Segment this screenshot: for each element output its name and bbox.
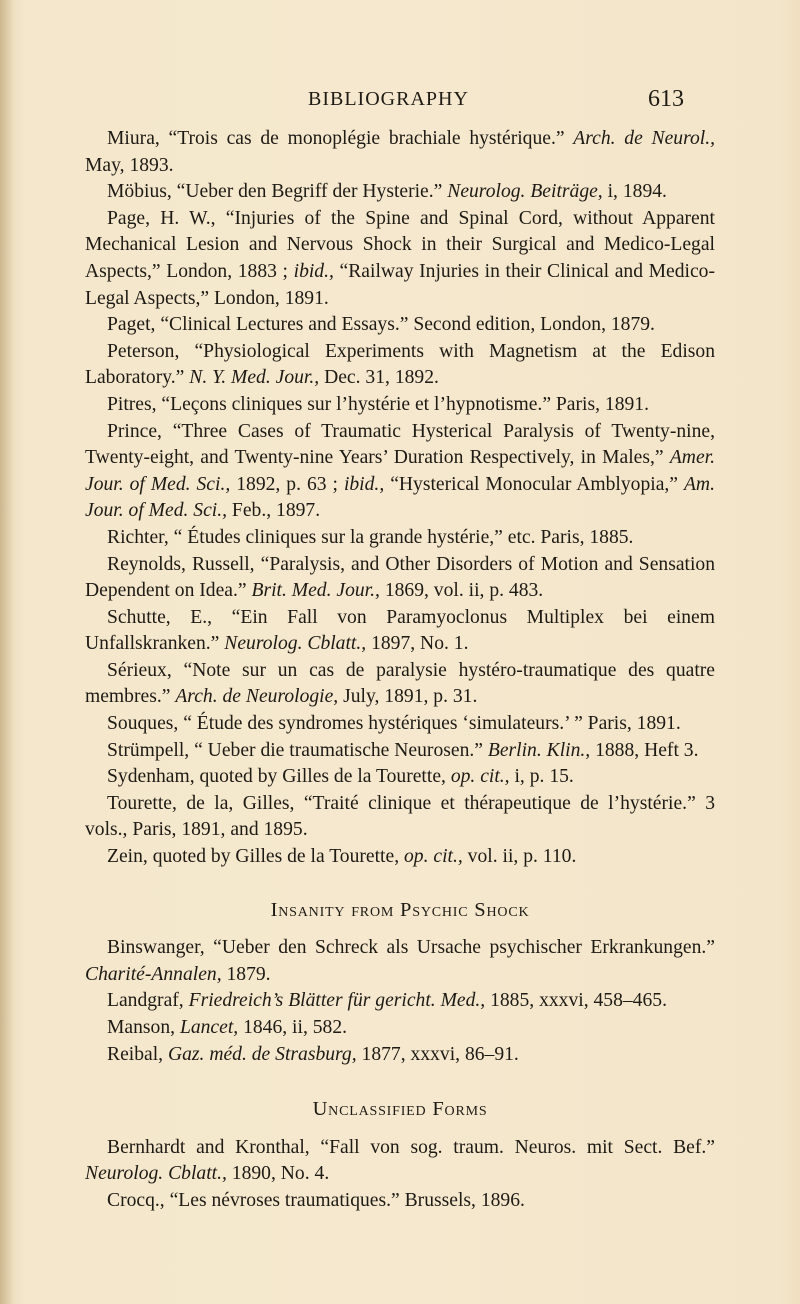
bibliography-entry — [85, 179, 715, 206]
entry-text: Feb., 1897. — [227, 500, 321, 522]
bibliography-entry — [85, 1015, 715, 1042]
entry-italic-text: op. cit., — [450, 766, 510, 788]
insanity-list — [85, 935, 715, 1068]
entry-italic-text: N. Y. Med. Jour., — [189, 367, 320, 389]
section-heading-insanity: Insanity from Psychic Shock — [270, 898, 530, 921]
section-heading-unclassified: Unclassified Forms — [312, 1098, 488, 1121]
entry-italic-text: ibid., — [293, 260, 334, 282]
entry-text: Prince, “Three Cases of Traumatic Hysterical Paralysis of Twenty-nine, Twenty-eight, and Twenty-nine Years’ Duration Respectively, in Males,” — [85, 420, 715, 469]
entry-text: July, 1891, p. 31. — [338, 686, 478, 708]
bibliography-entry — [85, 206, 715, 312]
entry-text: Souques, “ Étude des syndromes hystériques ‘simulateurs.’ ” Paris, 1891. — [107, 713, 681, 735]
bibliography-entry — [85, 605, 715, 658]
entry-text: 1888, Heft 3. — [590, 739, 699, 761]
bibliography-entry — [85, 126, 715, 179]
entry-italic-text: Charité-Annalen, — [85, 963, 222, 985]
entry-text: Landgraf, — [107, 990, 189, 1012]
unclassified-list — [85, 1135, 715, 1215]
entry-italic-text: Friedreich’s Blätter für gericht. Med., — [188, 990, 486, 1012]
bibliography-entry — [85, 791, 715, 844]
entry-italic-text: Lancet, — [179, 1017, 239, 1038]
entry-text: Sydenham, quoted by Gilles de la Tourette, — [107, 766, 451, 788]
bibliography-entry — [85, 339, 715, 392]
bibliography-entry — [85, 1042, 715, 1069]
bibliography-entry — [85, 935, 715, 988]
entry-italic-text: Arch. de Neurol., — [573, 128, 716, 149]
bibliography-entry — [85, 1188, 715, 1215]
entry-text: Peterson, “Physiological Experiments with Magnetism at the Edison Laboratory.” — [85, 340, 715, 389]
entry-italic-text: Brit. Med. Jour., — [251, 580, 380, 602]
bibliography-entry — [85, 1135, 715, 1188]
entry-italic-text: Neurolog. Cblatt., — [224, 633, 367, 655]
bibliography-entry — [85, 988, 715, 1015]
entry-text: Crocq., “Les névroses traumatiques.” Brussels, 1896. — [107, 1189, 525, 1211]
entry-text: Reynolds, Russell, “Paralysis, and Other Disorders of Motion and Sensation Dependent on Idea.” — [85, 553, 715, 602]
entry-text: Miura, “Trois cas de monoplégie brachiale hystérique.” — [107, 128, 574, 149]
bibliography-entry — [85, 711, 715, 738]
entry-italic-text: Amer. Jour. of Med. Sci., — [85, 447, 715, 495]
bibliography-entry — [85, 525, 715, 552]
entry-italic-text: Neurolog. Cblatt., — [85, 1163, 227, 1185]
entry-text: Paget, “Clinical Lectures and Essays.” Second edition, London, 1879. — [107, 314, 655, 336]
entry-text: i, 1894. — [602, 181, 667, 203]
bibliography-entry — [85, 312, 715, 339]
entry-text: “Hysterical Monocular Amblyopia,” — [384, 473, 684, 495]
entry-italic-text: Gaz. méd. de Strasburg, — [167, 1043, 357, 1065]
entry-text: Sérieux, “Note sur un cas de paralysie hystéro-traumatique des quatre membres.” — [85, 659, 715, 708]
bibliography-list — [85, 126, 715, 871]
entry-text: Möbius, “Ueber den Begriff der Hysterie.” — [107, 181, 448, 203]
entry-text: 1846, ii, 582. — [238, 1017, 348, 1038]
entry-text: Page, H. W., “Injuries of the Spine and Spinal Cord, without Apparent Mechanical Lesion and Nervous Shock in their Surgical and Medico-Legal Aspects,” London, 1883 ; — [85, 207, 715, 282]
bibliography-entry — [85, 738, 715, 765]
entry-text: 1869, vol. ii, p. 483. — [379, 580, 544, 602]
page-header — [0, 86, 800, 116]
bibliography-content — [85, 126, 715, 1215]
entry-italic-text: Arch. de Neurologie, — [175, 686, 339, 708]
entry-text: Schutte, E., “Ein Fall von Paramyoclonus Multiplex bei einem Unfallskranken.” — [85, 606, 715, 655]
entry-text: May, 1893. — [85, 154, 174, 176]
entry-text: Reibal, — [107, 1043, 168, 1065]
entry-text: i, p. 15. — [509, 766, 574, 788]
entry-text: Dec. 31, 1892. — [319, 367, 439, 389]
entry-text: 1877, xxxvi, 86–91. — [356, 1043, 519, 1065]
entry-text: Tourette, de la, Gilles, “Traité clinique et thérapeutique de l’hystérie.” 3 vols., Paris, 1891, and 1895. — [85, 792, 715, 841]
entry-italic-text: op. cit., — [404, 846, 463, 868]
entry-italic-text: Berlin. Klin., — [487, 739, 591, 761]
spine-shadow — [0, 0, 14, 1304]
entry-text: Zein, quoted by Gilles de la Tourette, — [107, 846, 404, 868]
entry-text: 1892, p. 63 ; — [230, 473, 344, 495]
entry-text: Strümpell, “ Ueber die traumatische Neurosen.” — [107, 739, 488, 761]
entry-italic-text: Neurolog. Beiträge, — [447, 181, 603, 203]
entry-text: 1879. — [221, 963, 271, 985]
running-head: BIBLIOGRAPHY — [308, 88, 469, 110]
entry-text: Richter, “ Études cliniques sur la grande hystérie,” etc. Paris, 1885. — [107, 526, 634, 548]
bibliography-entry — [85, 844, 715, 871]
entry-text: “Railway Injuries in their Clinical and Medico-Legal Aspects,” London, 1891. — [85, 260, 715, 309]
bibliography-entry — [85, 392, 715, 419]
entry-text: 1885, xxxvi, 458–465. — [485, 990, 667, 1012]
bibliography-entry — [85, 658, 715, 711]
bibliography-entry — [85, 419, 715, 525]
entry-italic-text: ibid., — [343, 473, 385, 495]
entry-text: Pitres, “Leçons cliniques sur l’hystérie et l’hypnotisme.” Paris, 1891. — [107, 393, 649, 415]
page-number: 613 — [648, 86, 684, 112]
bibliography-entry — [85, 764, 715, 791]
entry-text: Bernhardt and Kronthal, “Fall von sog. traum. Neuros. mit Sect. Bef.” — [107, 1136, 715, 1158]
entry-text: Binswanger, “Ueber den Schreck als Ursache psychischer Erkrankungen.” — [107, 937, 715, 959]
entry-text: Manson, — [107, 1017, 180, 1038]
entry-text: 1897, No. 1. — [366, 633, 469, 655]
entry-text: 1890, No. 4. — [226, 1163, 330, 1185]
bibliography-entry — [85, 552, 715, 605]
entry-text: vol. ii, p. 110. — [462, 846, 577, 868]
entry-italic-text: Am. Jour. of Med. Sci., — [85, 473, 715, 522]
